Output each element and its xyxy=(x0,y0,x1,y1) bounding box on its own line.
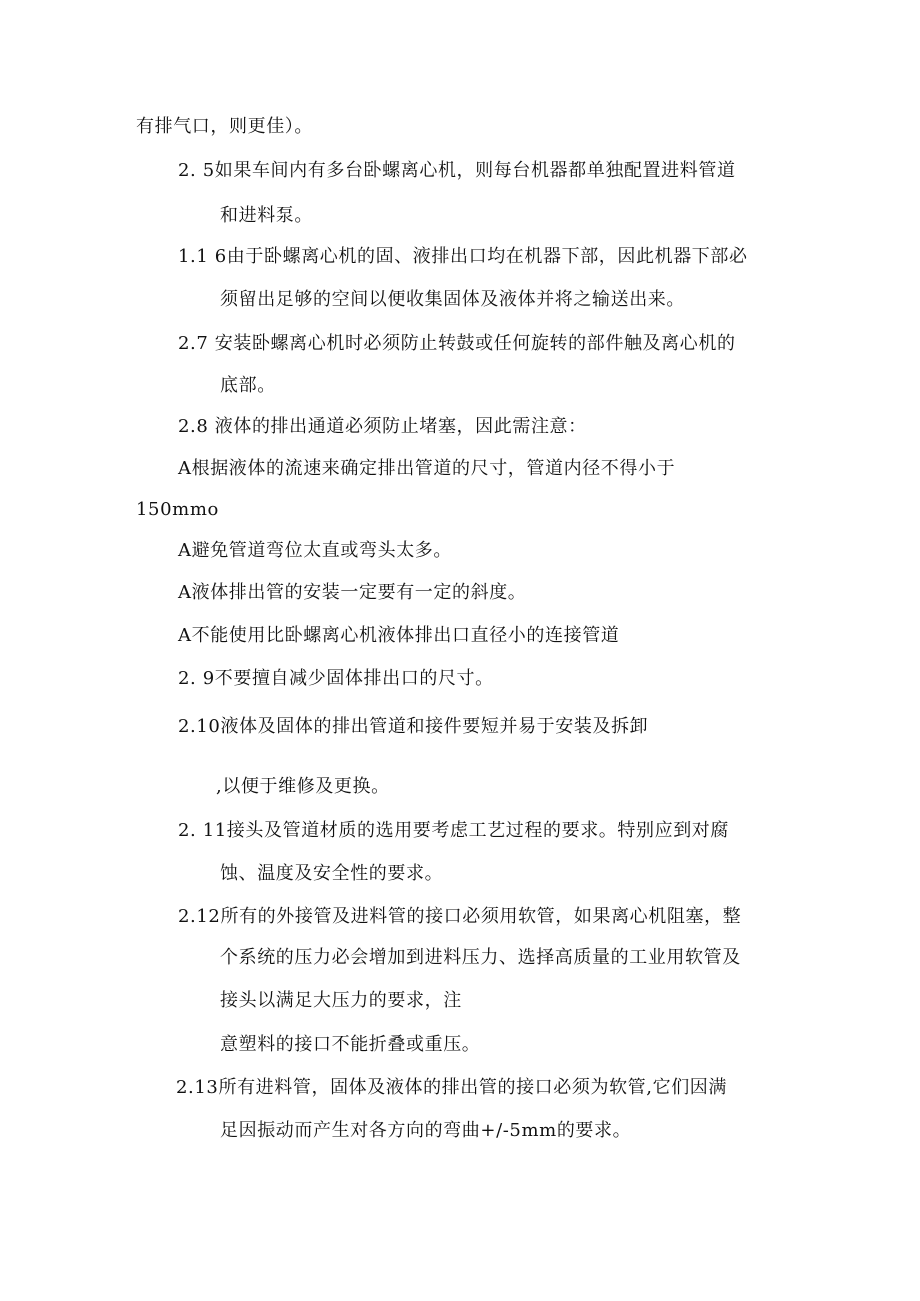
text-line: 2.12所有的外接管及进料管的接口必须用软管，如果离心机阻塞，整 xyxy=(178,906,742,927)
text-line: 2. 5如果车间内有多台卧螺离心机，则每台机器都单独配置进料管道 xyxy=(178,160,736,181)
text-line: 底部。 xyxy=(220,375,276,396)
text-line: A液体排出管的安装一定要有一定的斜度。 xyxy=(178,582,527,603)
text-line: 须留出足够的空间以便收集固体及液体并将之输送出来。 xyxy=(220,289,685,310)
text-line: 2.13所有进料管，固体及液体的排出管的接口必须为软管,它们因满 xyxy=(176,1077,727,1098)
text-line: 意塑料的接口不能折叠或重压。 xyxy=(220,1034,481,1055)
text-line: A不能使用比卧螺离心机液体排出口直径小的连接管道 xyxy=(178,625,620,646)
text-line: 个系统的压力必会增加到进料压力、选择高质量的工业用软管及 xyxy=(220,947,741,968)
text-line: 2.10液体及固体的排出管道和接件要短并易于安装及拆卸 xyxy=(178,716,649,737)
text-line: 有排气口，则更佳）。 xyxy=(136,116,313,137)
text-line: 蚀、温度及安全性的要求。 xyxy=(220,863,444,884)
text-line: 1.1 6由于卧螺离心机的固、液排出口均在机器下部，因此机器下部必 xyxy=(178,246,748,267)
text-line: 2.8 液体的排出通道必须防止堵塞，因此需注意： xyxy=(178,416,587,437)
text-line: A根据液体的流速来确定排出管道的尺寸，管道内径不得小于 xyxy=(178,458,676,479)
text-line: 2.7 安装卧螺离心机时必须防止转鼓或任何旋转的部件触及离心机的 xyxy=(178,333,736,354)
text-line: 150mmo xyxy=(136,499,219,520)
text-line: 2. 9不要擅自减少固体排出口的尺寸。 xyxy=(178,668,494,689)
text-line: 和进料泵。 xyxy=(220,205,313,226)
text-line: ,以便于维修及更换。 xyxy=(216,776,390,797)
text-line: 足因振动而产生对各方向的弯曲+/-5mm的要求。 xyxy=(220,1120,632,1141)
text-line: 接头以满足大压力的要求，注 xyxy=(220,990,462,1011)
text-line: A避免管道弯位太直或弯头太多。 xyxy=(178,540,452,561)
text-line: 2. 11接头及管道材质的选用要考虑工艺过程的要求。特别应到对腐 xyxy=(178,820,729,841)
